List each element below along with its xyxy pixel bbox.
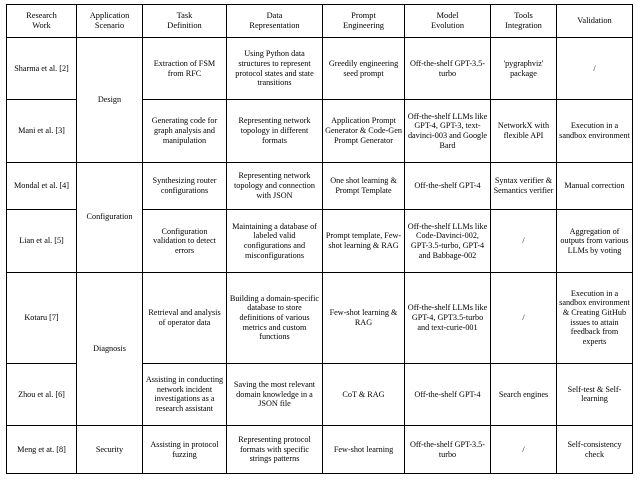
cell-validation: Execution in a sandbox environment & Creating GitHub issues to attain feedback from experts — [557, 272, 633, 363]
cell-task-definition: Assisting in conducting network incident investigations as a research assistant — [143, 363, 227, 425]
cell-task-definition: Synthesizing router configurations — [143, 162, 227, 210]
table-row — [7, 272, 633, 363]
cell-model-evolution: Off-the-shelf GPT-4 — [405, 363, 491, 425]
header-line-1: Validation — [577, 16, 612, 26]
cell-validation: Execution in a sandbox environment — [557, 100, 633, 162]
cell-research-work: Kotaru [7] — [7, 272, 77, 363]
cell-validation: Self-test & Self-learning — [557, 363, 633, 425]
header-line-1: Research — [26, 11, 57, 21]
header-line-2: Work — [32, 21, 51, 30]
cell-data-representation: Building a domain-specific database to store definitions of various metrics and custom functions — [227, 272, 323, 363]
header-line-1: Application — [89, 11, 130, 21]
header-line-1: Model — [436, 11, 459, 21]
table-header — [7, 5, 633, 38]
cell-tools-integration: / — [491, 426, 557, 474]
cell-research-work: Lian et al. [5] — [7, 210, 77, 272]
cell-research-work: Zhou et al. [6] — [7, 363, 77, 425]
cell-task-definition: Extraction of FSM from RFC — [143, 38, 227, 100]
cell-task-definition: Retrieval and analysis of operator data — [143, 272, 227, 363]
cell-prompt-engineering: Few-shot learning — [323, 426, 405, 474]
cell-tools-integration: 'pygraphviz' package — [491, 38, 557, 100]
cell-prompt-engineering: Prompt template, Few-shot learning & RAG — [323, 210, 405, 272]
cell-tools-integration: NetworkX with flexible API — [491, 100, 557, 162]
cell-model-evolution: Off-the-shelf GPT-3.5-turbo — [405, 38, 491, 100]
column-header-application-scenario — [77, 5, 143, 38]
header-line-1: Tools — [514, 11, 533, 21]
cell-model-evolution: Off-the-shelf LLMs like Code-Davinci-002, GPT-3.5-turbo, GPT-4 and Babbage-002 — [405, 210, 491, 272]
cell-prompt-engineering: One shot learning & Prompt Template — [323, 162, 405, 210]
column-header-tools-integration — [491, 5, 557, 38]
cell-validation: Self-consistency check — [557, 426, 633, 474]
table-body — [7, 38, 633, 474]
cell-prompt-engineering: Few-shot learning & RAG — [323, 272, 405, 363]
header-line-2: Integration — [505, 21, 542, 30]
column-header-prompt-engineering — [323, 5, 405, 38]
table-row — [7, 426, 633, 474]
cell-research-work: Mondal et al. [4] — [7, 162, 77, 210]
column-header-data-representation — [227, 5, 323, 38]
column-header-model-evolution — [405, 5, 491, 38]
cell-model-evolution: Off-the-shelf LLMs like GPT-4, GPT-3, text-davinci-003 and Google Bard — [405, 100, 491, 162]
cell-validation: / — [557, 38, 633, 100]
cell-tools-integration: / — [491, 272, 557, 363]
cell-research-work: Mani et al. [3] — [7, 100, 77, 162]
header-line-1: Task — [176, 11, 193, 21]
header-line-2: Definition — [167, 21, 202, 30]
header-line-2: Representation — [249, 21, 300, 30]
column-header-research-work — [7, 5, 77, 38]
header-line-2: Evolution — [430, 21, 465, 30]
table-header-row — [7, 5, 633, 38]
cell-application-scenario: Configuration — [77, 162, 143, 272]
table-row — [7, 162, 633, 210]
comparison-table — [6, 4, 633, 474]
cell-model-evolution: Off-the-shelf LLMs like GPT-4, GPT3.5-turbo and text-curie-001 — [405, 272, 491, 363]
header-line-2: Scenario — [94, 21, 125, 30]
cell-task-definition: Generating code for graph analysis and manipulation — [143, 100, 227, 162]
cell-data-representation: Maintaining a database of labeled valid configurations and misconfigurations — [227, 210, 323, 272]
cell-data-representation: Representing protocol formats with specific strings patterns — [227, 426, 323, 474]
header-line-1: Prompt — [351, 11, 376, 21]
cell-prompt-engineering: Greedily engineering seed prompt — [323, 38, 405, 100]
cell-data-representation: Representing network topology in different formats — [227, 100, 323, 162]
cell-research-work: Sharma et al. [2] — [7, 38, 77, 100]
cell-task-definition: Assisting in protocol fuzzing — [143, 426, 227, 474]
column-header-task-definition — [143, 5, 227, 38]
cell-application-scenario: Diagnosis — [77, 272, 143, 425]
column-header-validation — [557, 5, 633, 38]
cell-model-evolution: Off-the-shelf GPT-3.5-turbo — [405, 426, 491, 474]
cell-task-definition: Configuration validation to detect errors — [143, 210, 227, 272]
cell-application-scenario: Security — [77, 426, 143, 474]
cell-data-representation: Representing network topology and connection with JSON — [227, 162, 323, 210]
cell-prompt-engineering: CoT & RAG — [323, 363, 405, 425]
cell-tools-integration: Syntax verifier & Semantics verifier — [491, 162, 557, 210]
cell-validation: Aggregation of outputs from various LLMs by voting — [557, 210, 633, 272]
cell-prompt-engineering: Application Prompt Generator & Code-Gen Prompt Generator — [323, 100, 405, 162]
cell-validation: Manual correction — [557, 162, 633, 210]
cell-data-representation: Saving the most relevant domain knowledge in a JSON file — [227, 363, 323, 425]
cell-research-work: Meng et at. [8] — [7, 426, 77, 474]
header-line-2: Engineering — [343, 21, 384, 30]
cell-data-representation: Using Python data structures to represent protocol states and state transitions — [227, 38, 323, 100]
cell-tools-integration: / — [491, 210, 557, 272]
header-line-1: Data — [266, 11, 283, 21]
cell-model-evolution: Off-the-shelf GPT-4 — [405, 162, 491, 210]
cell-application-scenario: Design — [77, 38, 143, 163]
table-row — [7, 38, 633, 100]
cell-tools-integration: Search engines — [491, 363, 557, 425]
